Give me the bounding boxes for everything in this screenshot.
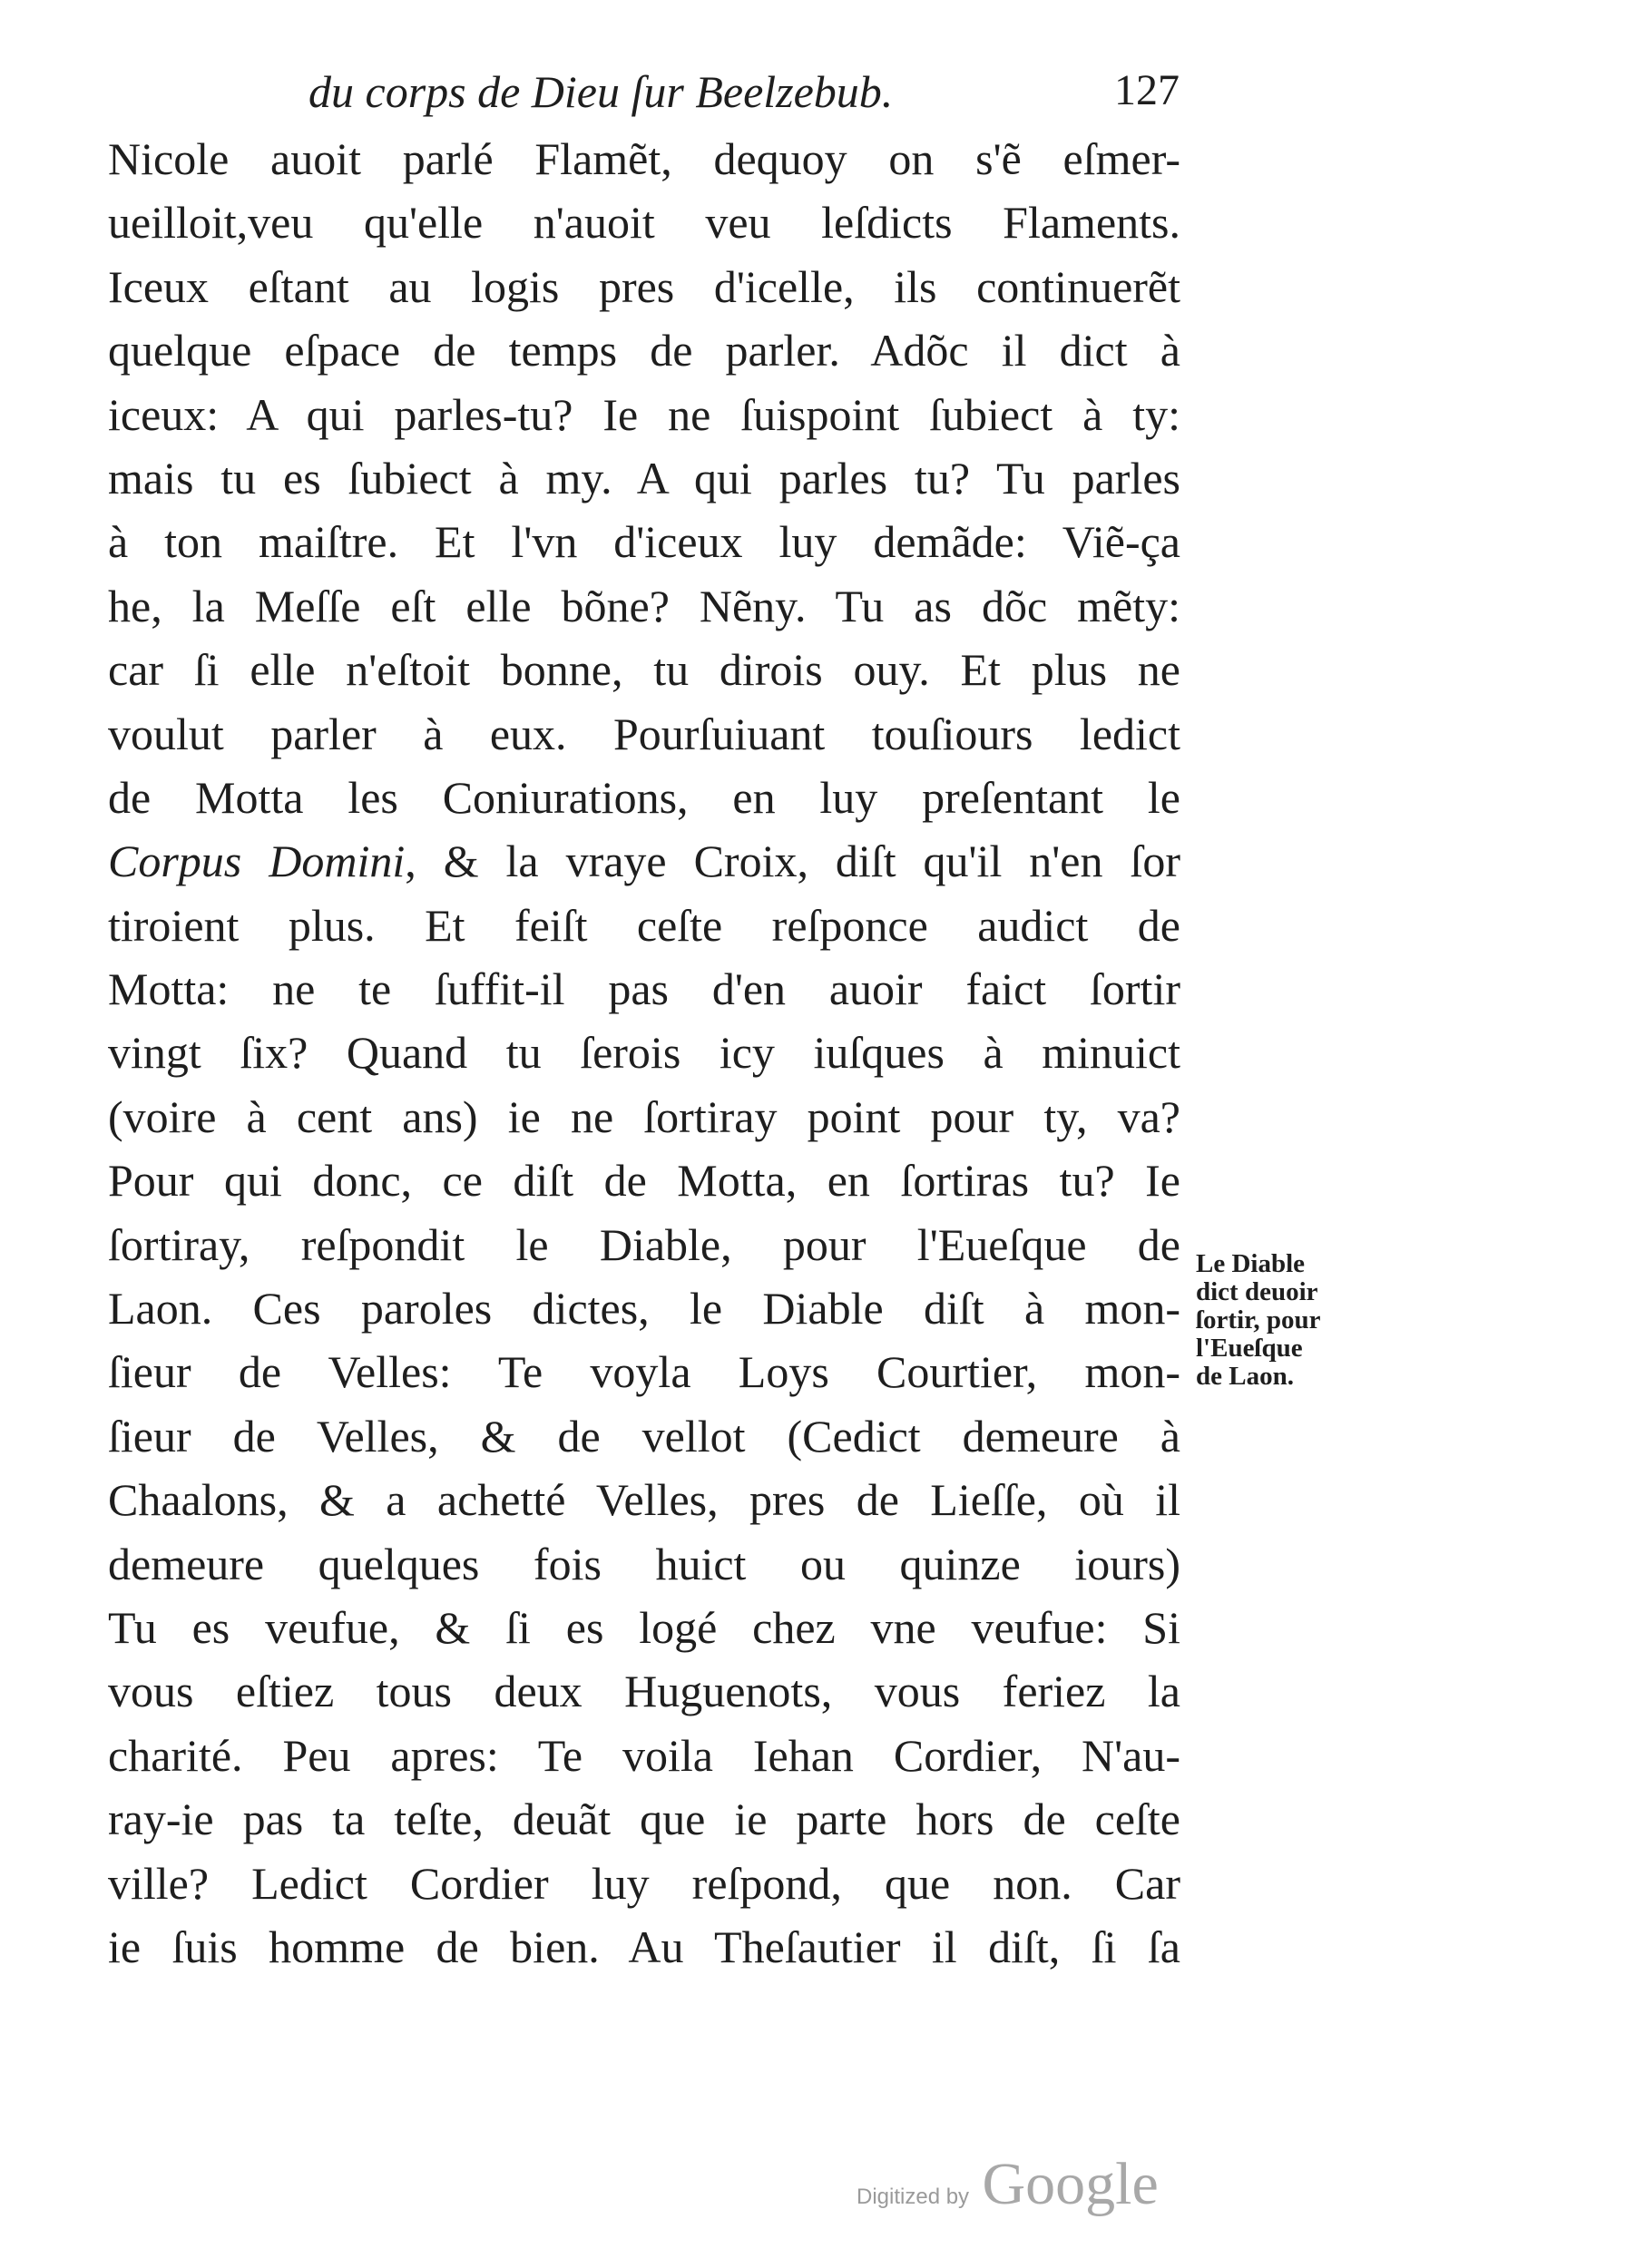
text-line: ſortiray, reſpondit le Diable, pour l'Eueſque de bbox=[108, 1218, 1180, 1270]
page-number: 127 bbox=[1114, 66, 1180, 114]
text-line: Pour qui donc, ce diſt de Motta, en ſortiras tu? Ie bbox=[108, 1155, 1180, 1207]
text-line: quelque eſpace de temps de parler. Adõc il dict à bbox=[108, 325, 1180, 376]
margin-note-line: dict deuoir bbox=[1196, 1277, 1318, 1306]
text-line: charité. Peu apres: Te voila Iehan Cordier, N'au- bbox=[108, 1729, 1180, 1781]
italic-phrase: Corpus Domini bbox=[108, 836, 406, 887]
text-line: Tu es veufue, & ſi es logé chez vne veufue: Si bbox=[108, 1601, 1180, 1653]
text-line: ie ſuis homme de bien. Au Theſautier il diſt, ſi ſa bbox=[108, 1921, 1180, 1972]
text-line: vingt ſix? Quand tu ſerois icy iuſques à minuict bbox=[108, 1027, 1180, 1079]
text-line: demeure quelques fois huict ou quinze iours) bbox=[108, 1538, 1180, 1589]
text-line: ſieur de Velles, & de vellot (Cedict demeure à bbox=[108, 1410, 1180, 1461]
margin-note-line: Le Diable bbox=[1196, 1249, 1306, 1278]
text-line: iceux: A qui parles-tu? Ie ne ſuispoint ſubiect à ty: bbox=[108, 388, 1180, 440]
text-line: voulut parler à eux. Pourſuiuant touſiours ledict bbox=[108, 708, 1180, 759]
margin-note-line: de Laon. bbox=[1196, 1362, 1294, 1391]
text-line: tiroient plus. Et feiſt ceſte reſponce audict de bbox=[108, 899, 1180, 951]
text-line: mais tu es ſubiect à my. A qui parles tu? Tu parles bbox=[108, 452, 1180, 503]
page-header bbox=[308, 65, 1180, 120]
text-line: Chaalons, & a achetté Velles, pres de Lieſſe, où il bbox=[108, 1474, 1180, 1526]
text-line: à ton maiſtre. Et l'vn d'iceux luy demãde: Viẽ-ça bbox=[108, 516, 1180, 568]
text-line: ville? Ledict Cordier luy reſpond, que non. Car bbox=[108, 1857, 1180, 1909]
text-line: (voire à cent ans) ie ne ſortiray point pour ty, va? bbox=[108, 1090, 1180, 1142]
margin-note-line: ſortir, pour bbox=[1196, 1305, 1321, 1334]
digitized-by-watermark bbox=[857, 2150, 1159, 2219]
text-line: car ſi elle n'eſtoit bonne, tu dirois ouy. Et plus ne bbox=[108, 644, 1180, 696]
watermark-prefix: Digitized by bbox=[857, 2185, 970, 2209]
text-line: vous eſtiez tous deux Huguenots, vous feriez la bbox=[108, 1666, 1180, 1717]
text-line: Motta: ne te ſuffit-il pas d'en auoir faict ſortir bbox=[108, 963, 1180, 1015]
text-line: ſieur de Velles: Te voyla Loys Courtier, mon- bbox=[108, 1346, 1180, 1398]
text-line: Corpus Domini, & la vraye Croix, diſt qu'il n'en ſor bbox=[108, 836, 1180, 887]
google-logo: Google bbox=[982, 2151, 1159, 2217]
text-line: he, la Meſſe eſt elle bõne? Nẽny. Tu as dõc mẽty: bbox=[108, 580, 1180, 631]
text-line: ray-ie pas ta teſte, deuãt que ie parte hors de ceſte bbox=[108, 1794, 1180, 1845]
body-text bbox=[108, 127, 1180, 1979]
text-line: Iceux eſtant au logis pres d'icelle, ils continuerẽt bbox=[108, 260, 1180, 312]
text-line: de Motta les Coniurations, en luy preſentant le bbox=[108, 771, 1180, 823]
text-line: Laon. Ces paroles dictes, le Diable diſt à mon- bbox=[108, 1283, 1180, 1334]
text-line: ueilloit,veu qu'elle n'auoit veu leſdicts Flaments. bbox=[108, 197, 1180, 249]
margin-note-line: l'Eueſque bbox=[1196, 1334, 1303, 1363]
running-title: du corps de Dieu ſur Beelzebub. bbox=[308, 66, 894, 117]
margin-note bbox=[1196, 1250, 1355, 1391]
text-line: Nicole auoit parlé Flamẽt, dequoy on s'ẽ eſmer- bbox=[108, 133, 1180, 184]
